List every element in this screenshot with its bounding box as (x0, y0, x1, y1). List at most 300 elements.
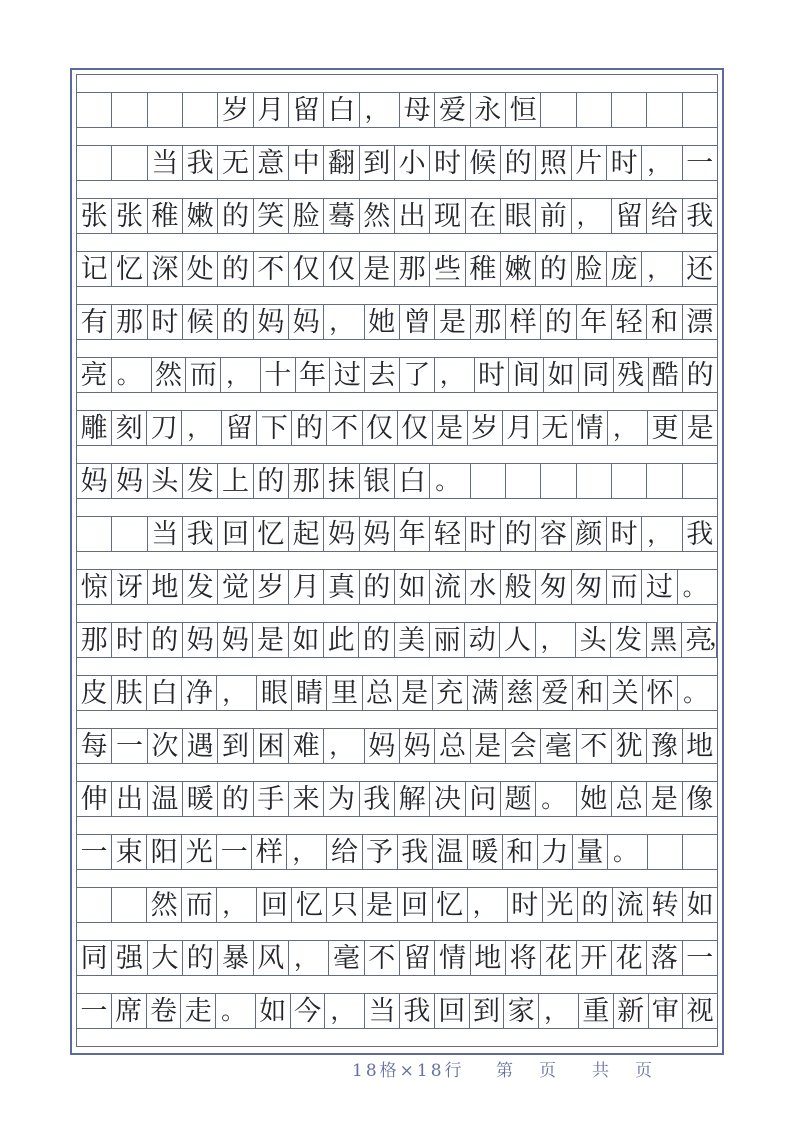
character-cell: 白 (324, 93, 359, 127)
character-cell: 岁 (254, 570, 289, 604)
row-gap-strip (77, 976, 717, 993)
character-cell: 毫 (541, 729, 576, 763)
character-cell: 手 (254, 782, 289, 816)
character-cell: 风 (254, 941, 289, 975)
character-cell: 月 (289, 570, 324, 604)
character-cell: ， (360, 93, 400, 127)
character-cell: 。 (216, 994, 256, 1028)
character-cell: 阳 (147, 835, 182, 869)
character-cell: 候 (466, 146, 501, 180)
character-cell: 妈 (254, 305, 289, 339)
character-cell: ， (468, 888, 508, 922)
character-cell: 时 (466, 517, 501, 551)
empty-cell (541, 93, 576, 127)
character-cell: 。 (682, 573, 707, 601)
character-cell: 眼 (501, 199, 536, 233)
character-cell: 庞 (607, 252, 642, 286)
character-cell: 是 (363, 888, 398, 922)
character-cell: 是 (433, 411, 468, 445)
character-cell: 当 (148, 146, 183, 180)
character-cell: 给 (327, 835, 362, 869)
character-cell: 新 (614, 994, 649, 1028)
character-cell: ， (608, 411, 648, 445)
character-cell: 不 (327, 411, 362, 445)
text-row (77, 251, 717, 287)
character-cell: 处 (183, 252, 218, 286)
character-cell: 那 (112, 305, 147, 339)
character-cell: ， (642, 252, 682, 286)
character-cell: 候 (183, 305, 218, 339)
empty-cell (471, 464, 506, 498)
character-cell: 的 (536, 252, 571, 286)
empty-cell (612, 464, 647, 498)
character-cell: 仅 (324, 252, 359, 286)
character-cell: ， (324, 305, 364, 339)
empty-cell (577, 93, 612, 127)
text-row (77, 993, 717, 1029)
character-cell: ， (435, 358, 475, 392)
character-cell: 仅 (363, 411, 398, 445)
character-cell: 走 (181, 994, 216, 1028)
character-cell: 下 (257, 411, 292, 445)
character-cell: 些 (430, 252, 465, 286)
character-cell: 上 (218, 464, 253, 498)
character-cell: 稚 (466, 252, 501, 286)
character-cell: 无 (538, 411, 573, 445)
text-row (77, 887, 717, 923)
character-cell: 解 (395, 782, 430, 816)
character-cell: 妈 (112, 464, 147, 498)
character-cell: 而 (186, 358, 221, 392)
character-cell: 嫩 (501, 252, 536, 286)
character-cell: 月 (503, 411, 538, 445)
character-cell: 题 (501, 782, 536, 816)
character-cell: 给 (647, 199, 682, 233)
empty-cell (577, 464, 612, 498)
character-cell: 是 (398, 676, 433, 710)
character-cell: ， (325, 994, 365, 1028)
character-cell: 曾 (400, 305, 435, 339)
character-cell: 慈 (503, 676, 538, 710)
character-cell: 到 (470, 994, 505, 1028)
character-cell: 。 (608, 835, 648, 869)
character-cell: 同 (77, 941, 112, 975)
character-cell: 光 (543, 888, 578, 922)
text-row (77, 569, 717, 605)
character-cell: 意 (254, 146, 289, 180)
character-cell: ， (221, 358, 261, 392)
text-row (77, 622, 733, 658)
character-cell: 的 (292, 411, 327, 445)
character-cell: 出 (395, 199, 430, 233)
character-cell: 不 (365, 941, 400, 975)
character-cell: 一 (686, 147, 714, 179)
character-cell: 真 (324, 570, 359, 604)
row-gap-strip (77, 658, 717, 675)
empty-cell (77, 888, 112, 922)
character-cell: 亮 (77, 358, 112, 392)
character-cell: 她 (365, 305, 400, 339)
character-cell: 一 (217, 835, 252, 869)
character-cell: 满 (468, 676, 503, 710)
character-cell: 我 (686, 200, 714, 232)
page-number-label: 第 页 (496, 1061, 556, 1081)
character-cell: ， (642, 517, 682, 551)
character-cell: 笑 (254, 199, 289, 233)
character-cell: 留 (612, 199, 647, 233)
character-cell: 轻 (612, 305, 647, 339)
character-cell: 关 (608, 676, 643, 710)
character-cell: 不 (577, 729, 612, 763)
character-cell: 开 (577, 941, 612, 975)
character-cell: 丽 (430, 623, 465, 657)
character-cell: 落 (647, 941, 682, 975)
character-cell: 妈 (365, 729, 400, 763)
character-cell: 岁 (468, 411, 503, 445)
character-cell: 将 (506, 941, 541, 975)
character-cell: 时 (430, 146, 465, 180)
character-cell: 温 (148, 782, 183, 816)
character-cell: ， (572, 199, 612, 233)
character-cell: 重 (579, 994, 614, 1028)
character-cell: 情 (435, 941, 470, 975)
character-cell: 的 (183, 941, 218, 975)
text-row (77, 675, 717, 711)
character-cell: 强 (112, 941, 147, 975)
character-cell: 岁 (218, 93, 253, 127)
character-cell: 的 (541, 305, 576, 339)
row-gap-strip (77, 75, 717, 92)
text-row (77, 410, 717, 446)
character-cell: 会 (506, 729, 541, 763)
character-cell: 。 (536, 782, 576, 816)
character-cell: 回 (218, 517, 253, 551)
empty-cell (541, 464, 576, 498)
character-cell: 时 (607, 146, 642, 180)
empty-cell (647, 464, 682, 498)
character-cell: 里 (327, 676, 362, 710)
character-cell: 样 (506, 305, 541, 339)
character-cell: 我 (183, 146, 218, 180)
empty-cell (612, 93, 647, 127)
character-cell: 光 (182, 835, 217, 869)
character-cell: 般 (501, 570, 536, 604)
character-cell: 。 (430, 464, 470, 498)
empty-cell (506, 464, 541, 498)
text-row (77, 940, 717, 976)
row-gap-strip (77, 446, 717, 463)
character-cell: 如 (256, 994, 291, 1028)
row-gap-strip (77, 605, 717, 622)
character-cell: 忆 (112, 252, 147, 286)
character-cell: 的 (501, 146, 536, 180)
row-gap-strip (77, 817, 717, 834)
character-cell: 今 (291, 994, 326, 1028)
character-cell: 我 (183, 517, 218, 551)
character-cell: 的 (218, 199, 253, 233)
character-cell: 如 (395, 570, 430, 604)
character-cell: 我 (686, 518, 714, 550)
character-cell: 是 (360, 252, 395, 286)
text-row (77, 834, 717, 870)
empty-cell (112, 93, 147, 127)
character-cell: 眼 (257, 676, 292, 710)
character-cell: ， (324, 729, 364, 763)
empty-cell (183, 93, 218, 127)
character-cell: 那 (289, 464, 324, 498)
character-cell: 动 (465, 623, 500, 657)
character-cell: 记 (77, 252, 112, 286)
character-cell: 的 (578, 888, 613, 922)
character-cell: 她 (577, 782, 612, 816)
character-cell: 次 (148, 729, 183, 763)
character-cell: 地 (471, 941, 506, 975)
character-cell: 为 (324, 782, 359, 816)
character-cell: 豫 (647, 729, 682, 763)
character-cell: 审 (649, 994, 684, 1028)
paper-footer (70, 1060, 724, 1084)
row-gap-strip (77, 234, 717, 251)
character-cell: 年 (395, 517, 430, 551)
character-cell: 觉 (218, 570, 253, 604)
character-cell: 回 (257, 888, 292, 922)
row-gap-strip (77, 287, 717, 304)
character-cell: 爱 (435, 93, 470, 127)
character-cell: 翻 (324, 146, 359, 180)
character-cell: 净 (182, 676, 217, 710)
character-cell: 蓦 (324, 199, 359, 233)
character-cell: 妈 (324, 517, 359, 551)
character-cell: 是 (647, 782, 682, 816)
grid-spec-label: 18格×18行 (352, 1061, 465, 1081)
character-cell: 花 (541, 941, 576, 975)
character-cell: 颜 (572, 517, 607, 551)
character-cell: 前 (536, 199, 571, 233)
character-cell: 脸 (289, 199, 324, 233)
character-cell: 更 (648, 411, 683, 445)
empty-cell (77, 146, 112, 180)
character-cell: 此 (324, 623, 359, 657)
character-cell: 的 (218, 782, 253, 816)
character-cell: 现 (430, 199, 465, 233)
character-cell: 一 (686, 942, 714, 974)
empty-cell (77, 93, 112, 127)
grid-sheet (76, 74, 733, 1047)
character-cell: 和 (647, 305, 682, 339)
character-cell: 时 (148, 305, 183, 339)
character-cell: 稚 (148, 199, 183, 233)
character-cell: ， (217, 676, 257, 710)
character-cell: 那 (471, 305, 506, 339)
character-cell: 忆 (433, 888, 468, 922)
character-cell: 仅 (289, 252, 324, 286)
character-cell: 情 (573, 411, 608, 445)
row-gap-strip (77, 711, 717, 728)
character-cell: 母 (400, 93, 435, 127)
row-gap-strip (77, 128, 717, 145)
character-cell: 那 (395, 252, 430, 286)
character-cell: 妈 (77, 464, 112, 498)
character-cell: 皮 (77, 676, 112, 710)
character-cell: ， (539, 994, 579, 1028)
character-cell: ， (287, 835, 327, 869)
character-cell: 温 (433, 835, 468, 869)
text-row (77, 304, 717, 340)
character-cell: 当 (148, 517, 183, 551)
character-cell: 睛 (292, 676, 327, 710)
character-cell: 总 (612, 782, 647, 816)
character-cell: 嫩 (183, 199, 218, 233)
character-cell: 力 (538, 835, 573, 869)
character-cell: 时 (112, 623, 147, 657)
row-gap-strip (77, 870, 717, 887)
row-gap-strip (77, 923, 717, 940)
character-cell: 发 (183, 464, 218, 498)
character-cell: 酷 (649, 358, 684, 392)
character-cell: 那 (77, 623, 112, 657)
character-cell: 只 (327, 888, 362, 922)
character-cell: 决 (430, 782, 465, 816)
character-cell: 了 (400, 358, 435, 392)
character-cell: 而 (182, 888, 217, 922)
text-row (77, 357, 717, 393)
character-cell: 留 (222, 411, 257, 445)
character-cell: 深 (148, 252, 183, 286)
character-cell: 白 (395, 464, 430, 498)
character-cell: 时 (475, 358, 510, 392)
character-cell: 妈 (360, 517, 395, 551)
empty-cell (683, 464, 717, 498)
character-cell: 银 (360, 464, 395, 498)
character-cell: 小 (395, 146, 430, 180)
character-cell: 难 (289, 729, 324, 763)
character-cell: 转 (648, 888, 683, 922)
total-pages-label: 共 页 (592, 1061, 652, 1081)
character-cell: 伸 (77, 782, 112, 816)
character-cell: 匆 (572, 570, 607, 604)
empty-cell (112, 517, 147, 551)
row-gap-strip (77, 181, 717, 198)
character-cell: ， (289, 941, 329, 975)
character-cell: 的 (686, 359, 714, 391)
character-cell: 地 (686, 730, 714, 762)
character-cell: 我 (360, 782, 395, 816)
character-cell: 头 (576, 623, 611, 657)
character-cell: 样 (252, 835, 287, 869)
character-cell: 黑 (647, 623, 682, 657)
character-cell: 是 (471, 729, 506, 763)
character-cell: 量 (573, 835, 608, 869)
character-cell: 的 (360, 570, 395, 604)
character-cell: 是 (435, 305, 470, 339)
character-cell: 充 (433, 676, 468, 710)
character-cell: 中 (289, 146, 324, 180)
character-cell: 留 (289, 93, 324, 127)
character-cell: 和 (503, 835, 538, 869)
character-cell: 残 (614, 358, 649, 392)
character-cell: 暖 (183, 782, 218, 816)
character-cell: 月 (254, 93, 289, 127)
empty-cell (683, 835, 717, 869)
character-cell: 困 (254, 729, 289, 763)
text-row (77, 728, 717, 764)
character-cell: 视 (686, 995, 714, 1027)
character-cell: 留 (400, 941, 435, 975)
character-cell: 有 (77, 305, 112, 339)
character-cell: 的 (359, 623, 394, 657)
character-cell: 忆 (254, 517, 289, 551)
character-cell: 总 (435, 729, 470, 763)
character-cell: 遇 (183, 729, 218, 763)
character-cell: 回 (398, 888, 433, 922)
character-cell: 亮 (682, 623, 717, 657)
row-gap-strip (77, 1029, 717, 1046)
character-cell: 总 (363, 676, 398, 710)
character-cell: 然 (147, 888, 182, 922)
character-cell: 永 (471, 93, 506, 127)
character-cell: 头 (148, 464, 183, 498)
character-cell: 如 (289, 623, 324, 657)
character-cell: ， (642, 146, 682, 180)
empty-cell (683, 93, 717, 127)
empty-cell (648, 835, 683, 869)
row-gap-strip (77, 393, 717, 410)
character-cell: 我 (398, 835, 433, 869)
character-cell: 妈 (218, 623, 253, 657)
character-cell: 仅 (398, 411, 433, 445)
text-row (77, 516, 717, 552)
empty-cell (112, 888, 147, 922)
character-cell: 刀 (147, 411, 182, 445)
character-cell: 肤 (112, 676, 147, 710)
character-cell: 刻 (112, 411, 147, 445)
character-cell: 间 (509, 358, 544, 392)
character-cell: 然 (360, 199, 395, 233)
empty-cell (112, 146, 147, 180)
character-cell: 。 (112, 358, 152, 392)
empty-cell (647, 93, 682, 127)
title-row (77, 92, 717, 128)
character-cell: 暴 (218, 941, 253, 975)
character-cell: 出 (112, 782, 147, 816)
character-cell: 每 (77, 729, 112, 763)
character-cell: 抹 (324, 464, 359, 498)
text-row (77, 198, 717, 234)
character-cell: 家 (504, 994, 539, 1028)
character-cell: ， (217, 888, 257, 922)
character-cell: 当 (365, 994, 400, 1028)
row-gap-strip (77, 499, 717, 516)
text-row (77, 463, 717, 499)
character-cell: 同 (579, 358, 614, 392)
character-cell: 的 (218, 305, 253, 339)
character-cell: 张 (112, 199, 147, 233)
character-cell: 妈 (183, 623, 218, 657)
character-cell: 还 (686, 253, 714, 285)
character-cell: 来 (289, 782, 324, 816)
character-cell: 漂 (686, 306, 714, 338)
row-gap-strip (77, 552, 717, 569)
character-cell: 片 (572, 146, 607, 180)
character-cell: 轻 (430, 517, 465, 551)
character-cell: 匆 (536, 570, 571, 604)
character-cell: 毫 (329, 941, 364, 975)
character-cell: ， (536, 623, 576, 657)
character-cell: ， (182, 411, 222, 445)
empty-cell (77, 517, 112, 551)
character-cell: 水 (466, 570, 501, 604)
character-cell: 时 (508, 888, 543, 922)
